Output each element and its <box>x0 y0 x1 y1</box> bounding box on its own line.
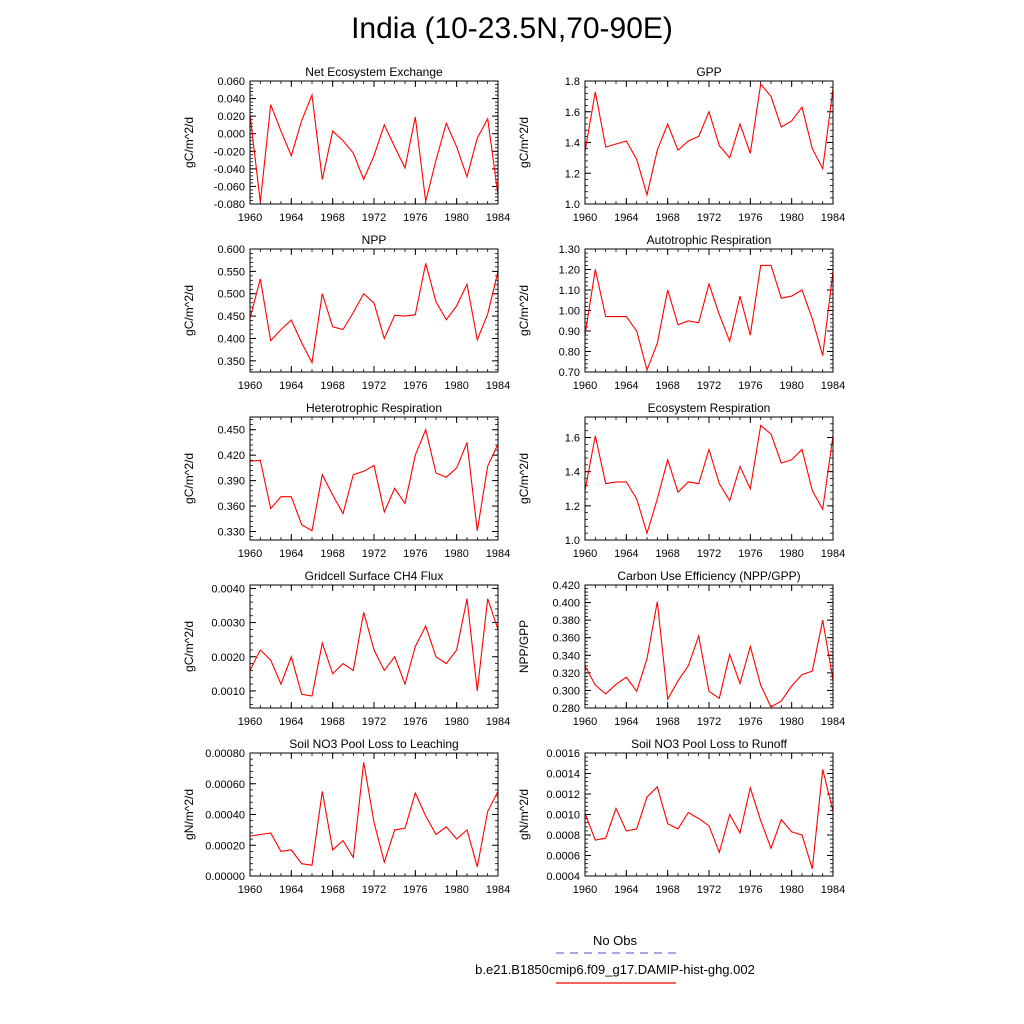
x-tick-label: 1972 <box>696 884 722 896</box>
x-tick-label: 1984 <box>485 380 511 392</box>
y-axis-label: gN/m^2/d <box>517 789 531 840</box>
chart-title: GPP <box>696 65 722 79</box>
chart-0 <box>182 65 510 224</box>
x-tick-label: 1960 <box>237 380 263 392</box>
y-tick-label: 0.020 <box>217 111 245 124</box>
y-tick-label: 1.6 <box>564 106 580 119</box>
chart-title: Soil NO3 Pool Loss to Leaching <box>289 737 459 751</box>
y-tick-label: 0.450 <box>217 424 245 437</box>
x-tick-label: 1964 <box>614 548 639 560</box>
y-tick-label: 0.0004 <box>546 871 580 883</box>
x-tick-label: 1964 <box>279 212 304 224</box>
x-tick-label: 1976 <box>738 212 763 224</box>
x-tick-label: 1960 <box>237 212 263 224</box>
y-tick-label: 0.0008 <box>546 830 580 842</box>
series-line <box>250 430 498 531</box>
y-tick-label: -0.040 <box>213 163 245 176</box>
chart-title: Carbon Use Efficiency (NPP/GPP) <box>617 569 801 583</box>
x-tick-label: 1976 <box>738 884 763 896</box>
x-tick-label: 1980 <box>779 884 804 896</box>
chart-title: Heterotrophic Respiration <box>305 401 443 415</box>
y-axis-label: gC/m^2/d <box>517 453 531 504</box>
y-tick-label: 0.0010 <box>211 685 245 698</box>
y-tick-label: 1.4 <box>564 466 580 479</box>
y-tick-label: 0.0012 <box>546 789 580 801</box>
y-tick-label: 0.360 <box>552 632 580 645</box>
y-axis-label: gC/m^2/d <box>182 285 196 336</box>
y-tick-label: 0.060 <box>217 76 245 88</box>
y-axis-label: gC/m^2/d <box>517 285 531 336</box>
y-tick-label: -0.020 <box>213 146 245 159</box>
x-tick-label: 1984 <box>820 380 846 392</box>
y-tick-label: 0.0014 <box>546 768 580 781</box>
y-tick-label: 1.2 <box>564 500 580 513</box>
x-tick-label: 1976 <box>403 380 428 392</box>
x-tick-label: 1980 <box>779 212 804 224</box>
x-tick-label: 1976 <box>403 884 428 896</box>
x-tick-label: 1968 <box>655 884 680 896</box>
x-tick-label: 1972 <box>361 548 387 560</box>
y-tick-label: 0.90 <box>558 326 580 338</box>
y-tick-label: 0.360 <box>217 501 245 514</box>
series-line <box>585 84 833 195</box>
y-tick-label: 0.0030 <box>211 617 245 630</box>
chart-2 <box>182 233 510 392</box>
plot-frame <box>250 249 498 372</box>
y-tick-label: 1.00 <box>558 305 580 318</box>
plot-frame <box>250 585 498 708</box>
y-tick-label: -0.060 <box>213 181 245 194</box>
chart-4 <box>182 401 510 560</box>
y-axis-label: gC/m^2/d <box>182 621 196 672</box>
x-tick-label: 1980 <box>779 380 804 392</box>
x-tick-label: 1976 <box>738 380 763 392</box>
page-title: India (10-23.5N,70-90E) <box>351 12 673 45</box>
x-tick-label: 1984 <box>820 212 846 224</box>
x-tick-label: 1980 <box>444 716 469 728</box>
chart-5 <box>517 401 845 560</box>
y-tick-label: 0.00040 <box>205 809 245 822</box>
y-tick-label: 0.330 <box>217 526 245 539</box>
plot-frame <box>250 753 498 876</box>
x-tick-label: 1968 <box>320 212 345 224</box>
x-tick-label: 1984 <box>485 548 511 560</box>
x-tick-label: 1972 <box>696 548 722 560</box>
x-tick-label: 1964 <box>614 380 639 392</box>
chart-title: Autotrophic Respiration <box>646 233 772 247</box>
x-tick-label: 1976 <box>738 548 763 560</box>
x-tick-label: 1976 <box>403 548 428 560</box>
y-tick-label: 1.6 <box>564 432 580 445</box>
x-tick-label: 1984 <box>820 548 846 560</box>
y-tick-label: 0.00020 <box>205 840 245 853</box>
y-tick-label: 1.30 <box>558 244 580 256</box>
chart-title: Soil NO3 Pool Loss to Runoff <box>631 737 787 751</box>
y-tick-label: 0.0010 <box>546 809 580 822</box>
plot-frame <box>250 81 498 204</box>
x-tick-label: 1964 <box>614 884 639 896</box>
y-axis-label: gC/m^2/d <box>517 117 531 168</box>
series-line <box>585 602 833 707</box>
x-tick-label: 1968 <box>655 548 680 560</box>
x-tick-label: 1976 <box>403 716 428 728</box>
x-tick-label: 1976 <box>403 212 428 224</box>
series-line <box>250 762 498 867</box>
y-tick-label: 0.0006 <box>546 850 580 863</box>
chart-title: Net Ecosystem Exchange <box>305 65 443 79</box>
x-tick-label: 1960 <box>237 884 263 896</box>
chart-7 <box>517 569 845 728</box>
legend-model-line <box>556 980 676 986</box>
x-tick-label: 1984 <box>820 884 846 896</box>
x-tick-label: 1984 <box>820 716 846 728</box>
series-line <box>585 265 833 370</box>
x-tick-label: 1968 <box>655 380 680 392</box>
series-line <box>250 263 498 362</box>
x-tick-label: 1984 <box>485 884 511 896</box>
plot-frame <box>250 417 498 540</box>
chart-6 <box>182 569 510 728</box>
x-tick-label: 1960 <box>237 716 263 728</box>
x-tick-label: 1960 <box>572 380 598 392</box>
x-tick-label: 1960 <box>572 884 598 896</box>
y-tick-label: 0.320 <box>552 667 580 680</box>
y-tick-label: 1.4 <box>564 137 580 150</box>
y-tick-label: 0.390 <box>217 475 245 488</box>
x-tick-label: 1964 <box>279 716 304 728</box>
y-axis-label: gC/m^2/d <box>182 453 196 504</box>
y-tick-label: 0.00080 <box>205 748 245 760</box>
x-tick-label: 1964 <box>614 212 639 224</box>
x-tick-label: 1968 <box>320 380 345 392</box>
y-axis-label: gC/m^2/d <box>182 117 196 168</box>
x-tick-label: 1972 <box>361 212 387 224</box>
y-tick-label: 0.600 <box>217 244 245 256</box>
x-tick-label: 1972 <box>361 380 387 392</box>
y-tick-label: 0.500 <box>217 288 245 301</box>
legend-obs-label: No Obs <box>592 933 638 948</box>
x-tick-label: 1968 <box>320 548 345 560</box>
y-tick-label: 1.20 <box>558 264 580 277</box>
y-tick-label: 0.280 <box>552 703 580 715</box>
x-tick-label: 1960 <box>572 548 598 560</box>
x-tick-label: 1984 <box>485 212 511 224</box>
y-tick-label: 0.040 <box>217 93 245 106</box>
y-tick-label: 1.0 <box>564 199 580 211</box>
x-tick-label: 1980 <box>444 380 469 392</box>
legend-obs-line <box>556 950 676 956</box>
y-tick-label: 1.0 <box>564 535 580 547</box>
y-tick-label: 1.8 <box>564 76 580 88</box>
y-tick-label: 0.0040 <box>211 583 245 596</box>
y-tick-label: 0.70 <box>558 367 580 379</box>
series-line <box>585 426 833 534</box>
y-tick-label: 1.10 <box>558 285 580 297</box>
series-line <box>250 599 498 696</box>
series-line <box>250 95 498 202</box>
y-tick-label: 0.400 <box>552 597 580 610</box>
chart-title: Gridcell Surface CH4 Flux <box>304 569 444 583</box>
y-tick-label: -0.080 <box>213 199 245 211</box>
plot-frame <box>585 753 833 876</box>
x-tick-label: 1968 <box>320 716 345 728</box>
x-tick-label: 1980 <box>444 212 469 224</box>
y-tick-label: 0.0020 <box>211 651 245 664</box>
y-tick-label: 0.300 <box>552 685 580 698</box>
x-tick-label: 1964 <box>279 884 304 896</box>
y-tick-label: 1.2 <box>564 168 580 181</box>
x-tick-label: 1972 <box>361 716 387 728</box>
y-tick-label: 0.420 <box>552 580 580 592</box>
plot-frame <box>585 417 833 540</box>
x-tick-label: 1964 <box>279 380 304 392</box>
legend-model-label: b.e21.B1850cmip6.f09_g17.DAMIP-hist-ghg.002 <box>475 962 755 977</box>
x-tick-label: 1972 <box>696 716 722 728</box>
x-tick-label: 1972 <box>696 212 722 224</box>
x-tick-label: 1976 <box>738 716 763 728</box>
y-tick-label: 0.380 <box>552 615 580 628</box>
x-tick-label: 1968 <box>320 884 345 896</box>
x-tick-label: 1980 <box>779 548 804 560</box>
y-tick-label: 0.0016 <box>546 748 580 760</box>
y-tick-label: 0.340 <box>552 650 580 663</box>
x-tick-label: 1960 <box>572 212 598 224</box>
x-tick-label: 1980 <box>444 884 469 896</box>
x-tick-label: 1968 <box>655 716 680 728</box>
y-tick-label: 0.00000 <box>205 871 245 883</box>
y-tick-label: 0.400 <box>217 333 245 346</box>
x-tick-label: 1968 <box>655 212 680 224</box>
x-tick-label: 1980 <box>779 716 804 728</box>
chart-title: Ecosystem Respiration <box>647 401 771 415</box>
y-tick-label: 0.550 <box>217 266 245 279</box>
y-tick-label: 0.350 <box>217 355 245 368</box>
y-tick-label: 0.00060 <box>205 778 245 791</box>
x-tick-label: 1960 <box>237 548 263 560</box>
y-tick-label: 0.450 <box>217 311 245 324</box>
x-tick-label: 1960 <box>572 716 598 728</box>
chart-1 <box>517 65 845 224</box>
x-tick-label: 1984 <box>485 716 511 728</box>
x-tick-label: 1972 <box>696 380 722 392</box>
chart-9 <box>517 737 845 896</box>
y-axis-label: gN/m^2/d <box>182 789 196 840</box>
series-line <box>585 769 833 868</box>
chart-8 <box>182 737 510 896</box>
x-tick-label: 1980 <box>444 548 469 560</box>
x-tick-label: 1972 <box>361 884 387 896</box>
x-tick-label: 1964 <box>279 548 304 560</box>
chart-3 <box>517 233 845 392</box>
y-tick-label: 0.420 <box>217 450 245 463</box>
x-tick-label: 1964 <box>614 716 639 728</box>
y-tick-label: 0.80 <box>558 346 580 359</box>
y-tick-label: 0.000 <box>217 128 245 141</box>
chart-title: NPP <box>361 233 387 247</box>
y-axis-label: NPP/GPP <box>517 619 531 674</box>
plot-frame <box>585 249 833 372</box>
